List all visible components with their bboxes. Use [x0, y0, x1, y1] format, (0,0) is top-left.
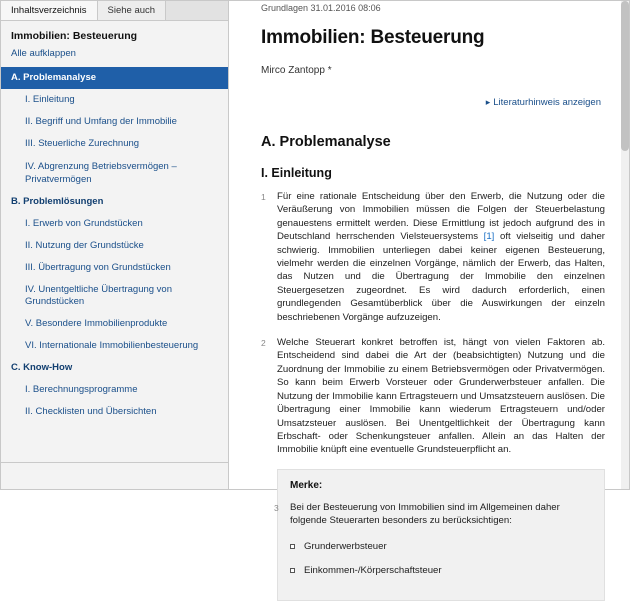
sidebar-item-nutzung-grundstuecke[interactable]: II. Nutzung der Grundstücke: [25, 240, 144, 251]
sidebar-item-berechnungsprogramme[interactable]: I. Berechnungsprogramme: [25, 384, 138, 395]
paragraph-text-after-ref: oft vielseitig und daher schwierig. Immobilien unterliegen dabei keiner eigenen Besteuerung, vielmehr werden die einzelnen Vorgänge, nämlich der Erwerb, das Halten, das Nutzen und die Übertragung der Immobilie den einzelnen Steuergesetzen zugeordnet. Es wird dadurch erforderlich, einen grundlegenden Gesamtüberblick über die Auswirkungen der einzeln beschriebenen Vorgänge aufzuzeigen.: [277, 231, 605, 323]
sidebar-item-uebertragung-grundstuecke[interactable]: III. Übertragung von Grundstücken: [25, 262, 171, 273]
author-line: Mirco Zantopp *: [261, 65, 332, 76]
content-area: [229, 1, 629, 576]
vertical-scrollbar[interactable]: [621, 1, 629, 489]
sidebar-title: Immobilien: Besteuerung: [1, 21, 228, 48]
table-of-contents: [1, 67, 228, 462]
paragraph-number: 3: [274, 502, 279, 513]
merke-box: [274, 469, 605, 601]
paragraph-number: 1: [261, 192, 266, 202]
subsection-heading: I. Einleitung: [261, 166, 332, 180]
paragraph-2: [261, 336, 605, 457]
footnote-reference[interactable]: [1]: [483, 231, 495, 243]
sidebar-item-besondere-immobilienprodukte[interactable]: V. Besondere Immobilienprodukte: [25, 318, 168, 329]
sidebar-item-checklisten-uebersichten[interactable]: II. Checklisten und Übersichten: [25, 406, 157, 417]
paragraph-text: [277, 190, 605, 324]
sidebar-item-unentgeltliche-uebertragung[interactable]: IV. Unentgeltliche Übertragung von Grundstücken: [25, 284, 172, 307]
expand-all-link[interactable]: Alle aufklappen: [1, 48, 228, 67]
sidebar-item-internationale-immobilienbesteuerung[interactable]: VI. Internationale Immobilienbesteuerung: [25, 340, 199, 351]
sidebar-item-problemanalyse[interactable]: A. Problemanalyse: [1, 67, 228, 89]
paragraph-text: Welche Steuerart konkret betroffen ist, hängt von vielen Faktoren ab. Entscheidend sind dabei die Art der (beabsichtigten) Nutzung und die Zuordnung der Immobilie zu einem Betriebsvermögen oder Privatvermögen. So kann beim Erwerb Vorsteuer oder Grunderwerbsteuer anfallen. Die Nutzung der Immobilie kann Ertragsteuern und Umsatzsteuern auslösen. Die Übertragung einer Immobilie kann wiederum Ertragsteuern und/oder Umsatzsteuer auslösen. Bei Unentgeltlichkeit der Übertragung kann Erbschaft- oder Schenkungsteuer anfallen. Allein an das Halten der Immobilie knüpft eine eventuelle Grundsteuerpflicht an.: [277, 337, 605, 456]
sidebar-item-problemloesungen[interactable]: B. Problemlösungen: [11, 196, 104, 207]
sidebar: [1, 1, 229, 489]
tab-siehe-auch[interactable]: Siehe auch: [98, 1, 167, 20]
sidebar-footer: [1, 462, 228, 489]
paragraph-text-before-ref: Für eine rationale Entscheidung über den Erwerb, die Nutzung oder die Veräußerung von Immobilien müssen die Folgen der Steuerbelastung genauestens ermittelt werden. Diese Ermittlung ist jedoch aufgrund des in Deutschland herrschenden Vielsteuersystems: [277, 191, 605, 243]
scrollbar-thumb[interactable]: [621, 1, 629, 151]
literature-link[interactable]: Literaturhinweis anzeigen: [493, 97, 601, 108]
sidebar-item-einleitung[interactable]: I. Einleitung: [25, 94, 75, 105]
list-item: Grunderwerbsteuer: [290, 540, 592, 553]
sidebar-item-begriff-umfang[interactable]: II. Begriff und Umfang der Immobilie: [25, 116, 177, 127]
merke-row: [274, 501, 592, 528]
breadcrumb: Grundlagen 31.01.2016 08:06: [261, 3, 381, 13]
page-title: Immobilien: Besteuerung: [261, 27, 485, 48]
sidebar-item-steuerliche-zurechnung[interactable]: III. Steuerliche Zurechnung: [25, 138, 140, 149]
list-item: Einkommen-/Körperschaftsteuer: [290, 564, 592, 577]
merke-title: Merke:: [290, 479, 323, 491]
merke-bullet-list: [290, 540, 592, 578]
paragraph-1: [261, 190, 605, 324]
section-heading: A. Problemanalyse: [261, 134, 391, 150]
paragraph-number: 2: [261, 338, 266, 349]
tab-inhaltsverzeichnis[interactable]: Inhaltsverzeichnis: [1, 1, 98, 20]
sidebar-item-abgrenzung-betriebsvermoegen[interactable]: IV. Abgrenzung Betriebsvermögen – Privatvermögen: [25, 161, 177, 185]
sidebar-tabs: [1, 1, 228, 21]
chevron-right-icon: ▸: [485, 97, 491, 107]
literature-link-row: [261, 96, 605, 108]
sidebar-item-know-how[interactable]: C. Know-How: [11, 362, 73, 373]
sidebar-item-erwerb-grundstuecke[interactable]: I. Erwerb von Grundstücken: [25, 218, 143, 229]
document-body: [229, 1, 629, 576]
merke-text: Bei der Besteuerung von Immobilien sind im Allgemeinen daher folgende Steuerarten besonders zu berücksichtigen:: [290, 501, 560, 527]
